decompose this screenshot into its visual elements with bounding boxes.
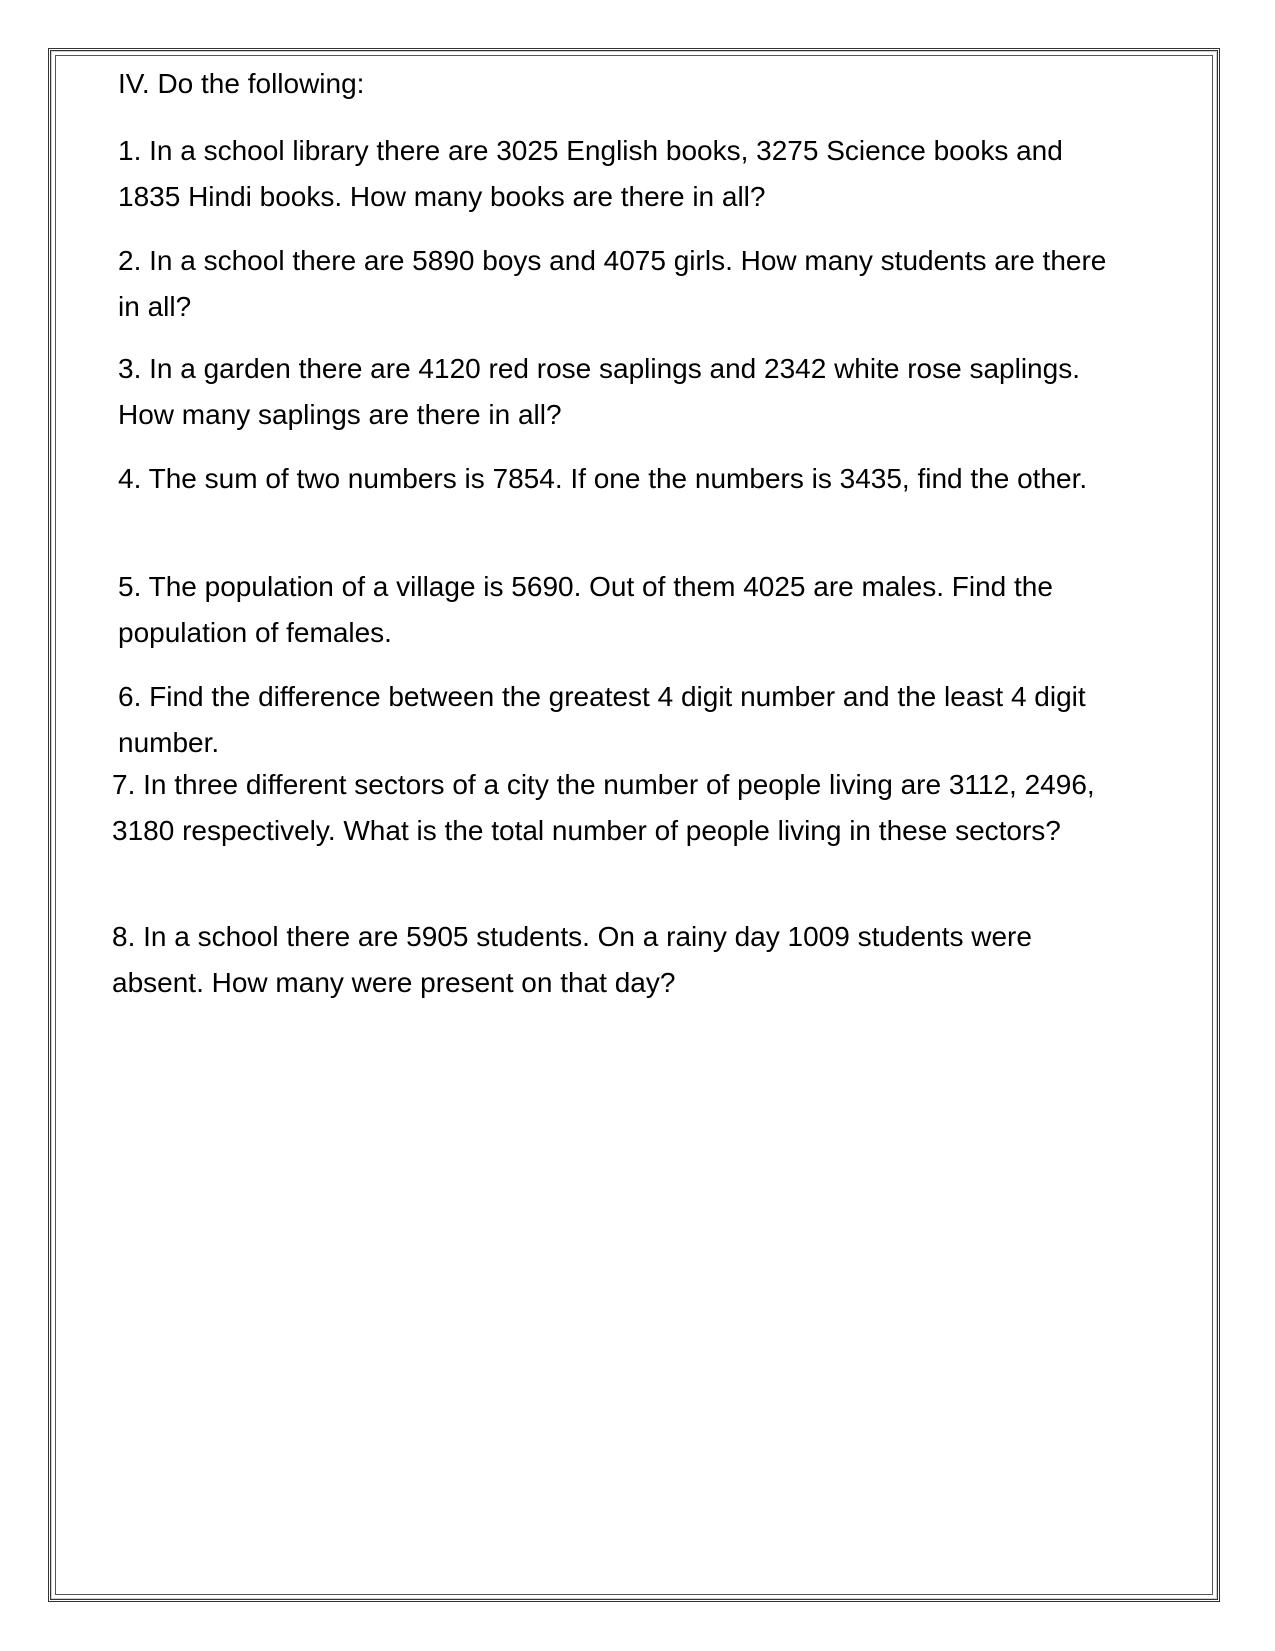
question-8: 8. In a school there are 5905 students. On a rainy day 1009 students were absent. How many were present on that day? xyxy=(112,921,1032,998)
section-heading: IV. Do the following: xyxy=(118,68,365,99)
question-3: 3. In a garden there are 4120 red rose saplings and 2342 white rose saplings. How many saplings are there in all? xyxy=(118,353,1080,430)
question-1: 1. In a school library there are 3025 English books, 3275 Science books and 1835 Hindi books. How many books are there in all? xyxy=(118,135,1063,212)
question-5: 5. The population of a village is 5690. Out of them 4025 are males. Find the population of females. xyxy=(118,571,1053,648)
question-4: 4. The sum of two numbers is 7854. If one the numbers is 3435, find the other. xyxy=(118,463,1088,494)
question-2: 2. In a school there are 5890 boys and 4075 girls. How many students are there in all? xyxy=(118,245,1107,322)
question-7: 7. In three different sectors of a city the number of people living are 3112, 2496, 3180 respectively. What is the total number of people living in these sectors? xyxy=(112,769,1095,846)
question-6: 6. Find the difference between the greatest 4 digit number and the least 4 digit number. xyxy=(118,681,1086,758)
